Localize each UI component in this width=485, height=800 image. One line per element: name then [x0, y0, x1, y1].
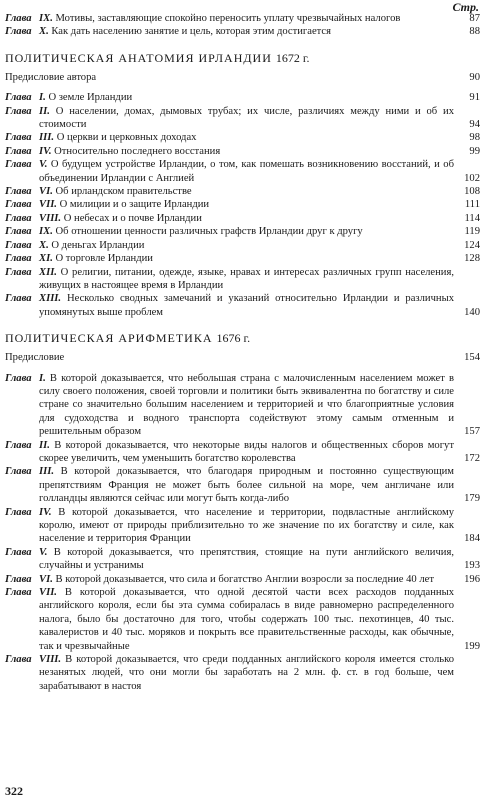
toc-entry: [5, 158, 480, 185]
entry-body: [39, 439, 480, 466]
chapter-label: Глава: [5, 654, 32, 666]
preface-page: 90: [469, 71, 480, 83]
page-number-ref: 199: [464, 640, 480, 652]
chapter-number: II.: [39, 439, 50, 451]
section-title-text: ПОЛИТИЧЕСКАЯ АНАТОМИЯ ИРЛАНДИИ: [5, 50, 272, 65]
toc-entry: [5, 439, 480, 466]
page-number-ref: 128: [464, 253, 480, 265]
toc-entry: [5, 653, 480, 693]
page-number-ref: 88: [469, 26, 480, 38]
chapter-number: IV.: [39, 145, 52, 157]
chapter-label: Глава: [5, 199, 32, 211]
chapter-number: XII.: [39, 266, 57, 278]
chapter-label: Глава: [5, 132, 32, 144]
chapter-title: В которой доказывается, что население и территории, подвластные английскому королю, имеют от природы приблизительно то же значение по их богатству и силе, как население и территория Франции: [39, 506, 454, 545]
page-number-ref: 94: [469, 119, 480, 131]
chapter-label: Глава: [5, 92, 32, 104]
page-number-ref: 184: [464, 533, 480, 545]
top-entries: [5, 12, 480, 39]
section-title-arithmetic: [5, 331, 480, 345]
toc-entry: [5, 372, 480, 439]
table-of-contents: [5, 12, 480, 693]
toc-entry: [5, 212, 480, 225]
entry-body: [39, 573, 480, 586]
chapter-number: III.: [39, 466, 55, 478]
chapter-number: II.: [39, 105, 50, 117]
section-year: 1672 г.: [275, 50, 310, 65]
chapter-label: Глава: [5, 159, 32, 171]
toc-entry: [5, 145, 480, 158]
toc-entry: [5, 91, 480, 104]
page-number-ref: 87: [469, 13, 480, 24]
page-number-ref: 119: [464, 226, 480, 238]
entry-body: [39, 225, 480, 238]
page-number-ref: 157: [464, 426, 480, 438]
page-number: 322: [5, 784, 23, 798]
page-number-ref: 102: [464, 172, 480, 184]
entry-body: [39, 185, 480, 198]
toc-entry: [5, 12, 480, 25]
toc-entry: [5, 573, 480, 586]
preface-text: Предисловие автора: [5, 71, 97, 83]
chapter-title: В которой доказывается, что небольшая страна с малочисленным населением может в силу своего положения, своей торговли и политики быть эквивалентна по богатству и силе стране со значительно большим населением и территорией и что благоприятные условия для судоходства и водного транспорта содействуют этому самым отменным и решительным образом: [39, 372, 454, 438]
page-number-ref: 114: [464, 212, 480, 224]
page-number-ref: 98: [469, 132, 480, 144]
chapter-label: Глава: [5, 13, 32, 24]
chapter-label: Глава: [5, 506, 32, 518]
chapter-title: Об отношении ценности различных графств Ирландии друг к другу: [55, 226, 363, 238]
chapter-label: Глава: [5, 372, 32, 384]
chapter-number: XIII.: [39, 293, 62, 305]
chapter-number: XI.: [39, 253, 53, 265]
chapter-number: IX.: [39, 226, 53, 238]
chapter-title: О торговле Ирландии: [55, 253, 153, 265]
chapter-title: О земле Ирландии: [48, 92, 133, 104]
chapter-label: Глава: [5, 439, 32, 451]
entry-body: [39, 131, 480, 144]
chapter-title: О религии, питании, одежде, языке, нравах и интересах различных групп населения, живущих в настоящее время в Ирландии: [39, 266, 454, 291]
entry-body: [39, 105, 480, 132]
toc-entry: [5, 546, 480, 573]
page-number-ref: 140: [464, 306, 480, 318]
entry-body: [39, 252, 480, 265]
entry-body: [39, 292, 480, 319]
chapter-label: Глава: [5, 266, 32, 278]
chapter-title: В которой доказывается, что одной десятой части всех расходов подданных английского короля, если бы эта сумма собиралась в виде равномерно распределенного налога, было бы достаточно для того, чтобы содержать 100 тыс. пехотинцев, 40 тыс. кавалеристов и 40 тыс. моряков и покрыть все правительственные расходы, как обычные, так и чрезвычайные: [39, 587, 454, 652]
toc-entry: [5, 586, 480, 653]
toc-entry: [5, 465, 480, 505]
chapter-label: Глава: [5, 212, 32, 224]
chapter-number: VI.: [39, 573, 53, 585]
page-number-ref: 99: [469, 145, 480, 157]
chapter-number: VII.: [39, 587, 57, 599]
chapter-label: Глава: [5, 587, 32, 599]
entry-body: [39, 653, 480, 693]
chapter-title: В которой доказывается, что некоторые виды налогов и общественных сборов могут скорее увеличить, чем уменьшить богатство королевства: [39, 439, 454, 464]
chapter-title: Несколько сводных замечаний и указаний относительно Ирландии и различных упомянутых выше проблем: [39, 293, 454, 318]
section-year: 1676 г.: [216, 331, 251, 346]
entry-body: [39, 198, 480, 211]
toc-entry: [5, 292, 480, 319]
chapter-title: В которой доказывается, что сила и богатство Англии возросли за последние 40 лет: [55, 573, 434, 585]
chapter-label: Глава: [5, 253, 32, 265]
entry-body: [39, 266, 480, 293]
chapter-title: О населении, домах, дымовых трубах; их числе, различиях между ними и об их стоимости: [39, 105, 454, 131]
chapter-number: X.: [39, 239, 49, 251]
chapter-title: В которой доказывается, что среди подданных английского короля имеется столько незанятых людей, что они могли бы заработать на 2 млн. ф. ст. в год больше, чем зарабатывают в настоя: [39, 654, 454, 692]
page-number-ref: 172: [464, 452, 480, 464]
page-number-ref: 111: [464, 199, 480, 211]
section-title-text: ПОЛИТИЧЕСКАЯ АРИФМЕТИКА: [5, 331, 213, 346]
entry-body: [39, 372, 480, 439]
preface-entry: [5, 351, 480, 364]
chapter-number: X.: [39, 26, 49, 38]
toc-entry: [5, 25, 480, 38]
entry-body: [39, 586, 480, 653]
chapter-number: IX.: [39, 13, 53, 24]
chapter-label: Глава: [5, 226, 32, 238]
chapter-label: Глава: [5, 239, 32, 251]
chapter-label: Глава: [5, 186, 32, 198]
chapter-label: Глава: [5, 546, 32, 558]
toc-entry: [5, 105, 480, 132]
entry-body: [39, 465, 480, 505]
chapter-label: Глава: [5, 26, 32, 38]
chapter-title: Мотивы, заставляющие спокойно переносить уплату чрезвычайных налогов: [55, 13, 401, 24]
page-number-ref: 124: [464, 239, 480, 251]
chapter-label: Глава: [5, 145, 32, 157]
entry-body: [39, 91, 480, 104]
chapter-number: V.: [39, 159, 48, 171]
chapter-number: III.: [39, 132, 55, 144]
toc-entry: [5, 225, 480, 238]
preface-page: 154: [464, 352, 480, 364]
chapter-label: Глава: [5, 466, 32, 478]
page-number-ref: 179: [464, 493, 480, 505]
entry-body: [39, 506, 480, 546]
chapter-title: О церкви и церковных доходах: [56, 132, 197, 144]
chapter-title: О милиции и о защите Ирландии: [59, 199, 210, 211]
page-number-ref: 91: [469, 92, 480, 104]
page-column-header: Стр.: [452, 0, 479, 14]
toc-entry: [5, 506, 480, 546]
section-entries-arithmetic: [5, 372, 480, 694]
chapter-number: V.: [39, 546, 48, 558]
chapter-title: В которой доказывается, что препятствия, стоящие на пути английского величия, случайны и устранимы: [39, 546, 454, 572]
chapter-number: VIII.: [39, 654, 62, 666]
preface-text: Предисловие: [5, 352, 65, 364]
section-entries-anatomy: [5, 91, 480, 319]
entry-body: [39, 546, 480, 573]
toc-entry: [5, 198, 480, 211]
entry-body: [39, 145, 480, 158]
chapter-title: О небесах и о почве Ирландии: [63, 212, 202, 224]
toc-entry: [5, 185, 480, 198]
toc-entry: [5, 252, 480, 265]
toc-entry: [5, 131, 480, 144]
entry-body: [39, 25, 480, 38]
chapter-number: IV.: [39, 506, 52, 518]
entry-body: [39, 239, 480, 252]
preface-entry: [5, 71, 480, 84]
chapter-title: Об ирландском правительстве: [55, 186, 192, 198]
entry-body: [39, 12, 480, 25]
page-number-ref: 193: [464, 560, 480, 572]
chapter-title: Как дать населению занятие и цель, которая этим достигается: [51, 26, 332, 38]
chapter-title: Относительно последнего восстания: [54, 145, 221, 157]
page-number-ref: 108: [464, 186, 480, 198]
chapter-label: Глава: [5, 293, 32, 305]
chapter-number: I.: [39, 92, 46, 104]
entry-body: [39, 212, 480, 225]
section-title-anatomy: [5, 51, 480, 65]
chapter-label: Глава: [5, 105, 32, 117]
chapter-number: I.: [39, 372, 46, 384]
chapter-title: О деньгах Ирландии: [51, 239, 145, 251]
chapter-label: Глава: [5, 573, 32, 585]
chapter-number: VII.: [39, 199, 57, 211]
chapter-number: VIII.: [39, 212, 62, 224]
entry-body: [39, 158, 480, 185]
chapter-title: В которой доказывается, что благодаря природным и постоянно существующим препятствиям Франция не может быть более сильной на море, чем англичане или голландцы являются сейчас или могут быть когда-либо: [39, 466, 454, 505]
page-number-ref: 196: [464, 573, 480, 585]
toc-entry: [5, 266, 480, 293]
chapter-title: О будущем устройстве Ирландии, о том, как помешать возникновению восстаний, и об объединении Ирландии с Англией: [39, 159, 454, 184]
toc-entry: [5, 239, 480, 252]
chapter-number: VI.: [39, 186, 53, 198]
